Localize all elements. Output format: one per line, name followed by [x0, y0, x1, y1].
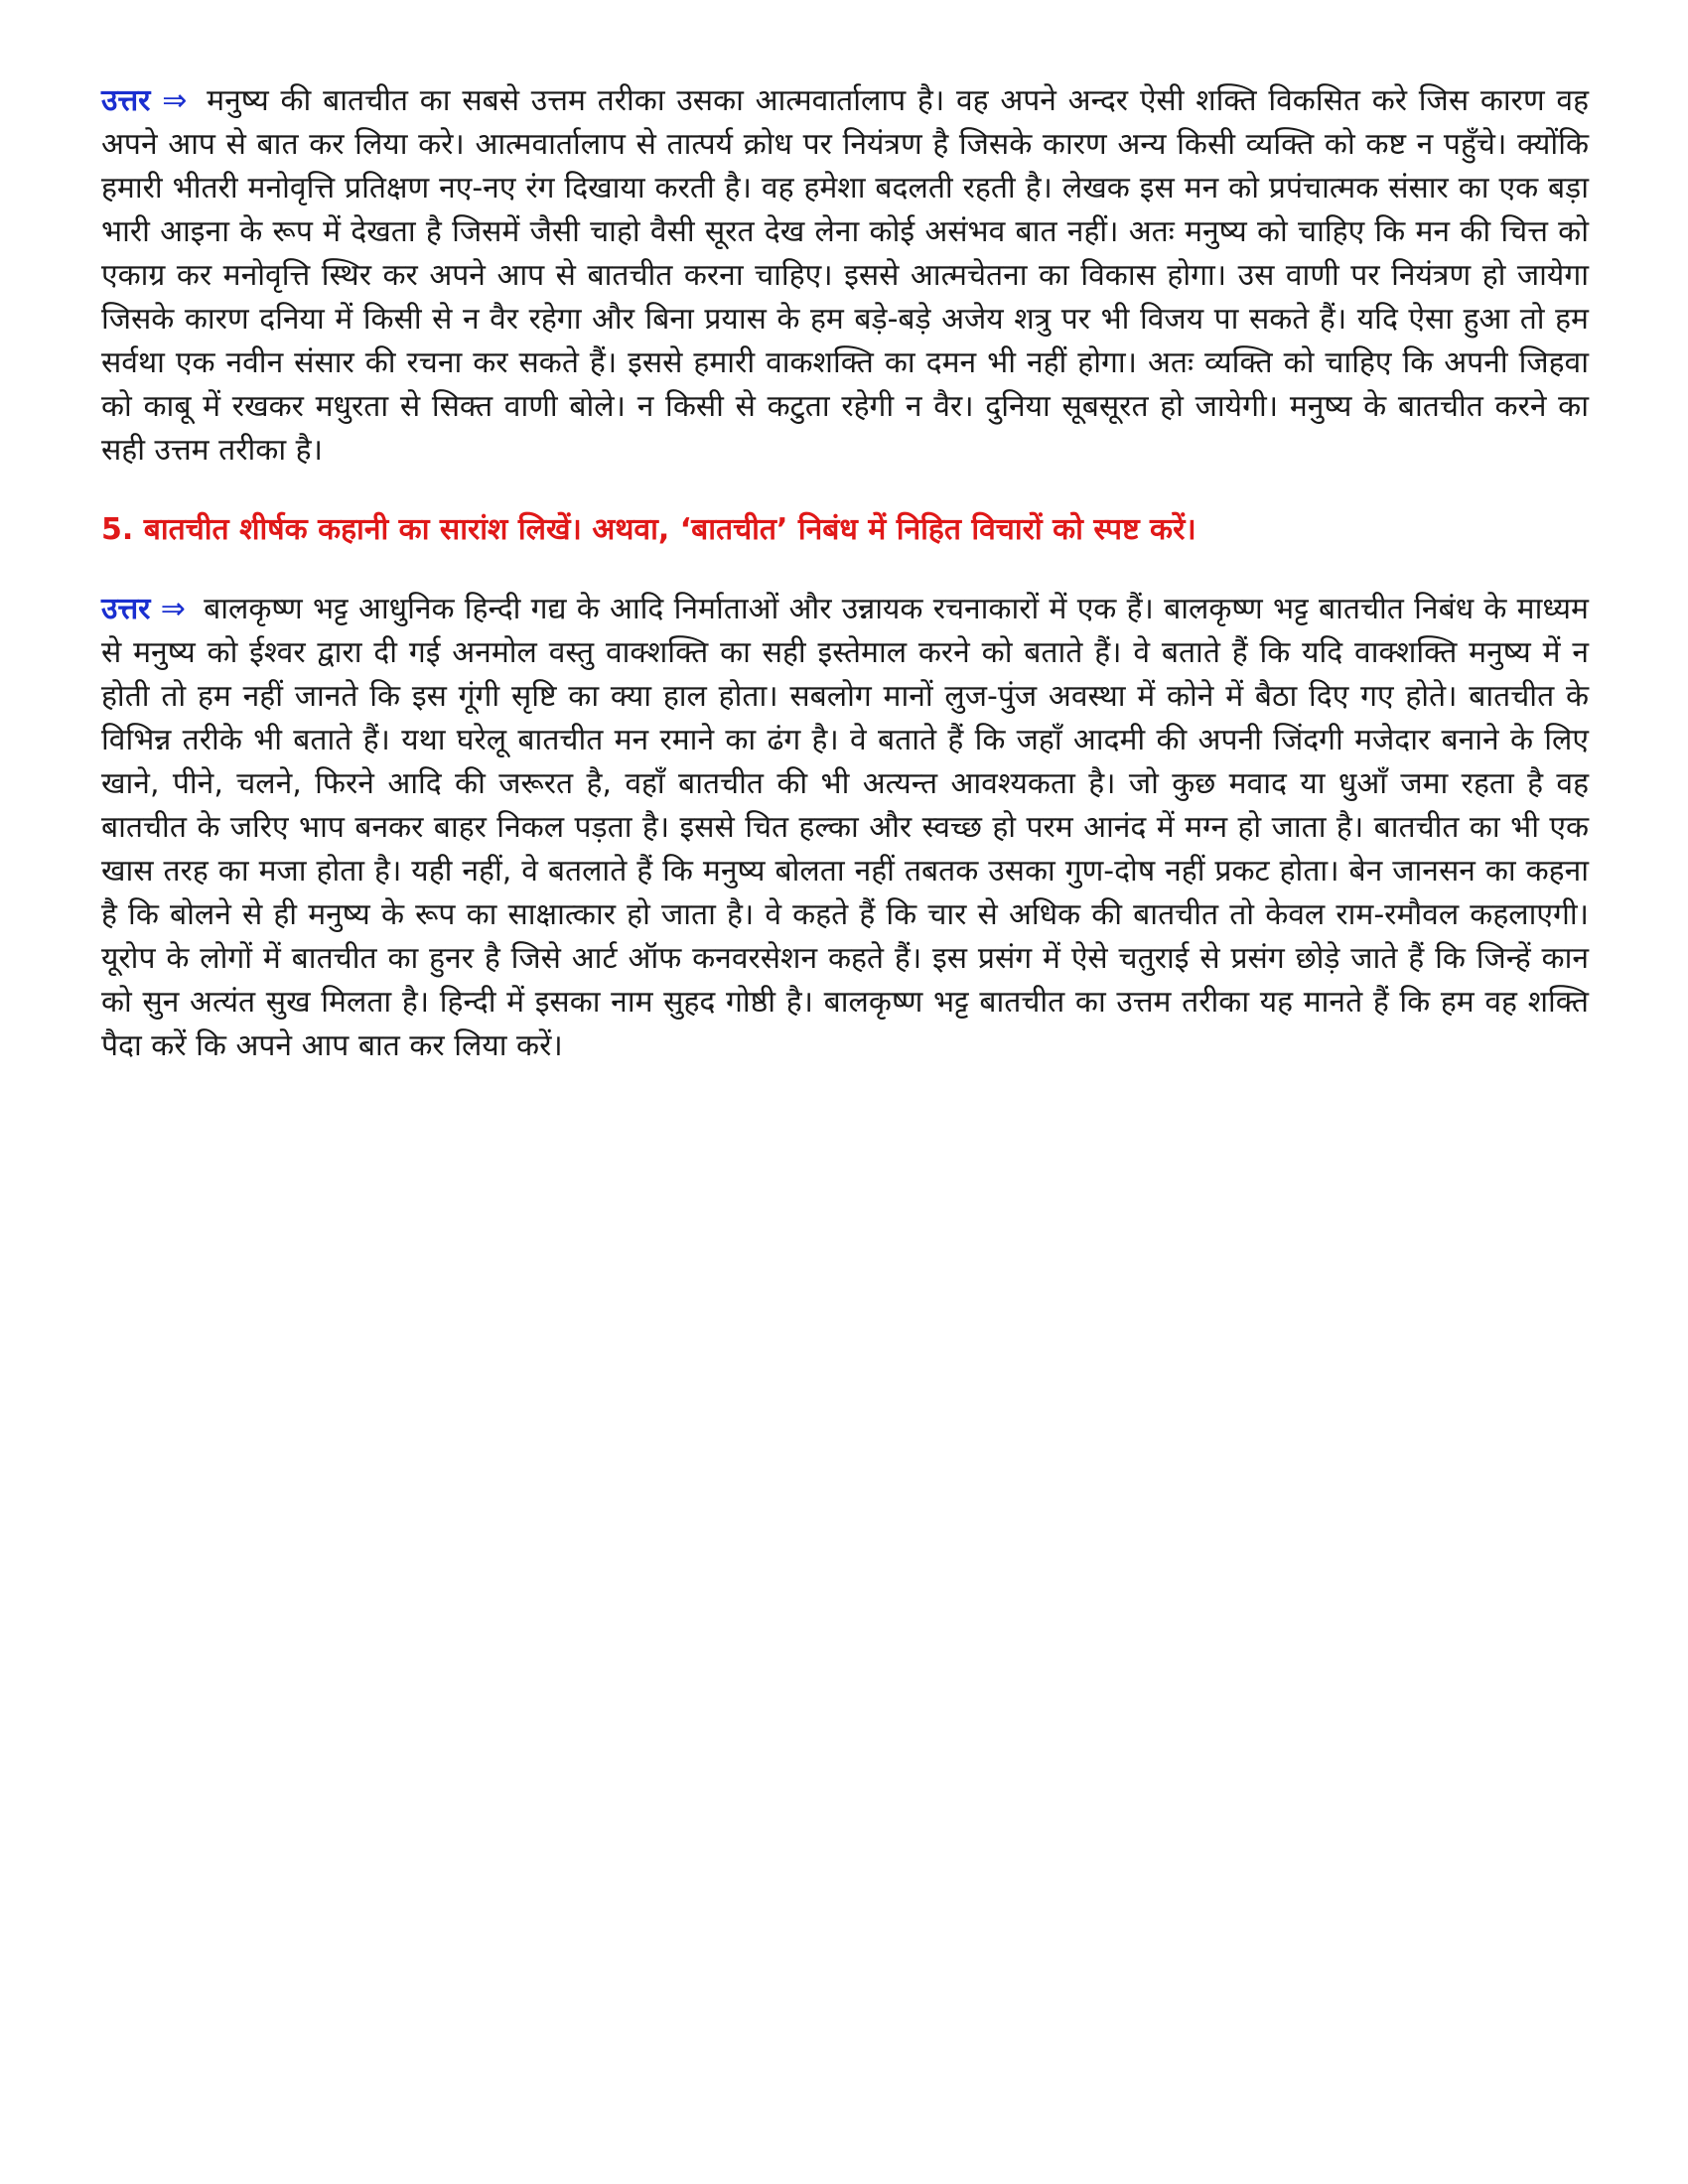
- question-5-heading: 5. बातचीत शीर्षक कहानी का सारांश लिखें। अथवा, ‘बातचीत’ निबंध में निहित विचारों को स्पष्ट करें।: [101, 512, 1196, 547]
- answer-text-1: मनुष्य की बातचीत का सबसे उत्तम तरीका उसका आत्मवार्तालाप है। वह अपने अन्दर ऐसी शक्ति विकसित करे जिस कारण वह अपने आप से बात कर लिया करे। आत्मवार्तालाप से तात्पर्य क्रोध पर नियंत्रण है जिसके कारण अन्य किसी व्यक्ति को कष्ट न पहुँचे। क्योंकि हमारी भीतरी मनोवृत्ति प्रतिक्षण नए-नए रंग दिखाया करती है। वह हमेशा बदलती रहती है। लेखक इस मन को प्रपंचात्मक संसार का एक बड़ा भारी आइना के रूप में देखता है जिसमें जैसी चाहो वैसी सूरत देख लेना कोई असंभव बात नहीं। अतः मनुष्य को चाहिए कि मन की चित्त को एकाग्र कर मनोवृत्ति स्थिर कर अपने आप से बातचीत करना चाहिए। इससे आत्मचेतना का विकास होगा। उस वाणी पर नियंत्रण हो जायेगा जिसके कारण दनिया में किसी से न वैर रहेगा और बिना प्रयास के हम बड़े-बड़े अजेय शत्रु पर भी विजय पा सकते हैं। यदि ऐसा हुआ तो हम सर्वथा एक नवीन संसार की रचना कर सकते हैं। इससे हमारी वाकशक्ति का दमन भी नहीं होगा। अतः व्यक्ति को चाहिए कि अपनी जिहवा को काबू में रखकर मधुरता से सिक्त वाणी बोले। न किसी से कटुता रहेगी न वैर। दुनिया सूबसूरत हो जायेगी। मनुष्य के बातचीत करने का सही उत्तम तरीका है।: [101, 83, 1589, 468]
- answer-text-2: बालकृष्ण भट्ट आधुनिक हिन्दी गद्य के आदि निर्माताओं और उन्नायक रचनाकारों में एक हैं। बालकृष्ण भट्ट बातचीत निबंध के माध्यम से मनुष्य को ईश्वर द्वारा दी गई अनमोल वस्तु वाक्शक्ति का सही इस्तेमाल करने को बताते हैं। वे बताते हैं कि यदि वाक्शक्ति मनुष्य में न होती तो हम नहीं जानते कि इस गूंगी सृष्टि का क्या हाल होता। सबलोग मानों लुज-पुंज अवस्था में कोने में बैठा दिए गए होते। बातचीत के विभिन्न तरीके भी बताते हैं। यथा घरेलू बातचीत मन रमाने का ढंग है। वे बताते हैं कि जहाँ आदमी की अपनी जिंदगी मजेदार बनाने के लिए खाने, पीने, चलने, फिरने आदि की जरूरत है, वहाँ बातचीत की भी अत्यन्त आवश्यकता है। जो कुछ मवाद या धुआँ जमा रहता है वह बातचीत के जरिए भाप बनकर बाहर निकल पड़ता है। इससे चित हल्का और स्वच्छ हो परम आनंद में मग्न हो जाता है। बातचीत का भी एक खास तरह का मजा होता है। यही नहीं, वे बतलाते हैं कि मनुष्य बोलता नहीं तबतक उसका गुण-दोष नहीं प्रकट होता। बेन जानसन का कहना है कि बोलने से ही मनुष्य के रूप का साक्षात्कार हो जाता है। वे कहते हैं कि चार से अधिक की बातचीत तो केवल राम-रमौवल कहलाएगी। यूरोप के लोगों में बातचीत का हुनर है जिसे आर्ट ऑफ कनवरसेशन कहते हैं। इस प्रसंग में ऐसे चतुराई से प्रसंग छोड़े जाते हैं कि जिन्हें कान को सुन अत्यंत सुख मिलता है। हिन्दी में इसका नाम सुहद गोष्ठी है। बालकृष्ण भट्ट बातचीत का उत्तम तरीका यह मानते हैं कि हम वह शक्ति पैदा करें कि अपने आप बात कर लिया करें।: [101, 592, 1589, 1063]
- arrow-icon-1: ⇒: [162, 83, 188, 118]
- answer-paragraph-1: [101, 79, 1589, 473]
- answer-paragraph-2: [101, 588, 1589, 1068]
- answer-label-1: उत्तर: [101, 83, 151, 118]
- arrow-icon-2: ⇒: [160, 592, 186, 626]
- answer-label-2: उत्तर: [101, 592, 151, 626]
